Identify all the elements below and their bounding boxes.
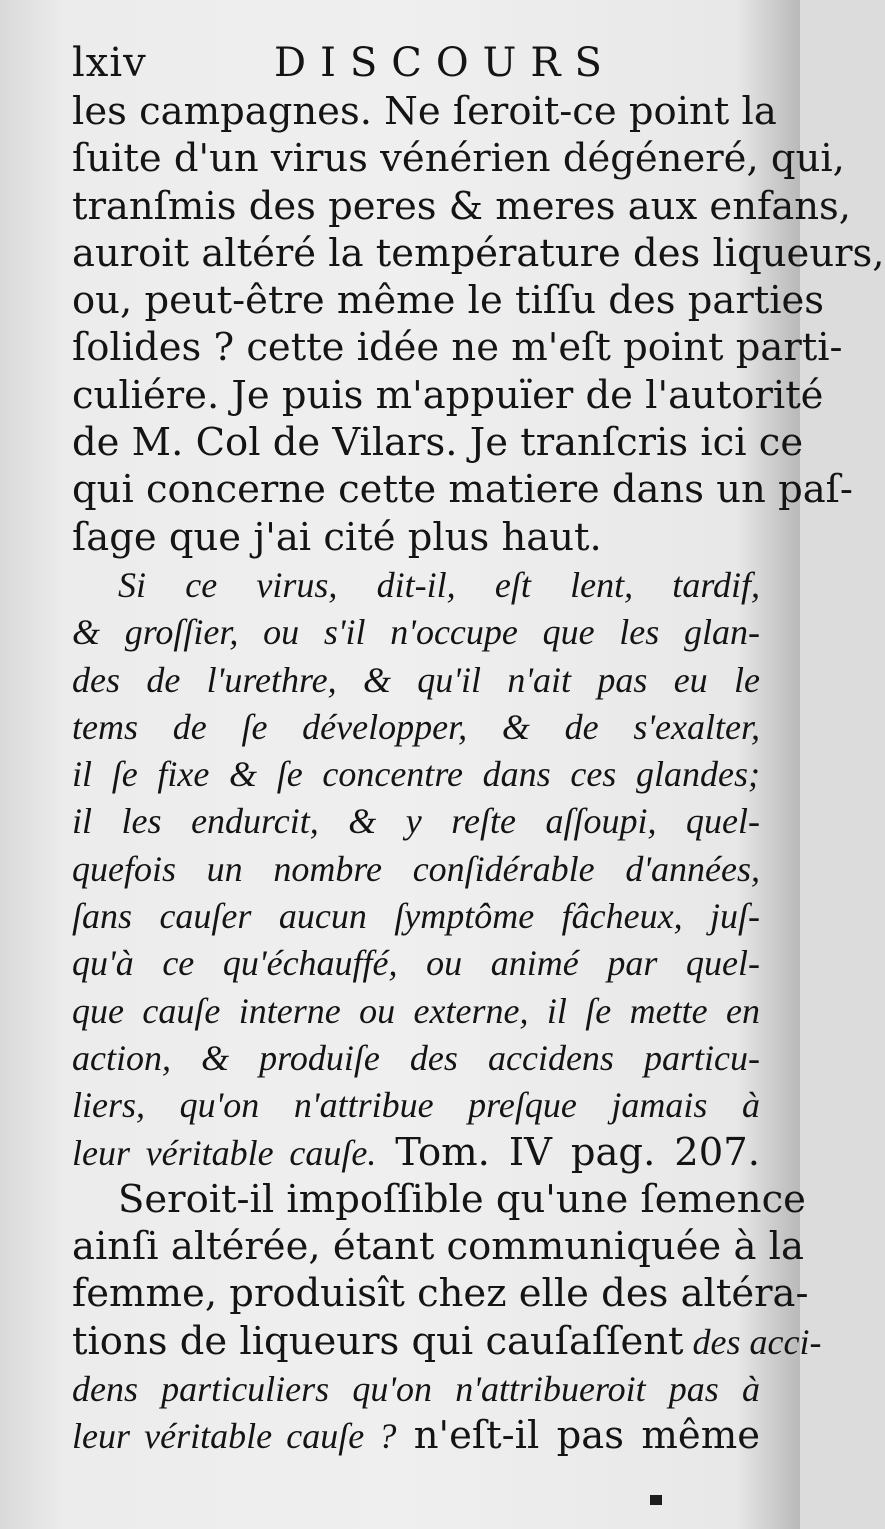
line-text: & groſſier, ou s'il n'occupe que les glan- xyxy=(72,612,760,653)
line-text: ainſi altérée, étant communiquée à la xyxy=(72,1224,804,1270)
text-line xyxy=(72,1223,804,1270)
line-text: de M. Col de Vilars. Je tranſcris ici ce xyxy=(72,420,804,466)
line-text: les campagnes. Ne ſeroit-ce point la xyxy=(72,89,777,134)
line-text: qui concerne cette matiere dans un paſ- xyxy=(72,467,853,513)
text-line xyxy=(72,656,760,703)
page-header xyxy=(72,38,760,88)
line-text: tions de liqueurs qui cauſaſſent xyxy=(72,1318,684,1364)
text-line xyxy=(72,797,760,844)
line-text: tems de ſe développer, & de s'exalter, xyxy=(72,706,760,747)
text-line xyxy=(72,1365,760,1412)
page-number: lxiv xyxy=(72,40,147,86)
text-line xyxy=(72,750,760,797)
line-text: dens particuliers qu'on n'attribueroit pas à xyxy=(72,1369,760,1410)
line-text: ou, peut-être même le tiſſu des parties xyxy=(72,278,825,324)
line-text: ſage que j'ai cité plus haut. xyxy=(72,514,602,560)
line-text: ſuite d'un virus vénérien dégéneré, qui, xyxy=(72,136,845,182)
text-line xyxy=(72,135,845,182)
line-tail: Tom. IV pag. 207. xyxy=(376,1129,760,1175)
line-text: il ſe fixe & ſe concentre dans ces glandes; xyxy=(72,754,760,795)
text-line xyxy=(72,419,804,466)
line-text: quefois un nombre conſidérable d'années, xyxy=(72,848,760,889)
text-line xyxy=(72,514,760,561)
line-tail: n'eſt-il pas même xyxy=(396,1413,760,1459)
text-line xyxy=(72,608,760,655)
line-text: qu'à ce qu'échauffé, ou animé par quel- xyxy=(72,943,760,984)
line-tail-italic: des acci- xyxy=(683,1321,822,1362)
line-text: liers, qu'on n'attribue preſque jamais à xyxy=(72,1085,760,1126)
text-line xyxy=(72,183,851,230)
text-line xyxy=(72,561,760,608)
line-text: des de l'urethre, & qu'il n'ait pas eu le xyxy=(72,659,760,700)
text-line xyxy=(72,1176,806,1223)
line-text: action, & produiſe des accidens particu- xyxy=(72,1037,760,1078)
line-text: leur véritable cauſe. xyxy=(72,1132,377,1173)
text-line xyxy=(72,939,760,986)
line-text: ſolides ? cette idée ne m'eſt point parti- xyxy=(72,325,843,371)
line-text: que cauſe interne ou externe, il ſe mette en xyxy=(72,990,760,1031)
text-line xyxy=(72,1318,822,1365)
text-line xyxy=(72,466,853,513)
line-text: Si ce virus, dit-il, eſt lent, tardif, xyxy=(118,564,760,605)
text-line xyxy=(72,277,825,324)
text-line xyxy=(72,703,760,750)
text-line xyxy=(72,1034,760,1081)
line-text: Seroit-il impoſſible qu'une ſemence xyxy=(118,1176,806,1222)
text-line xyxy=(72,1412,760,1459)
text-line xyxy=(72,1081,760,1128)
line-text: culiére. Je puis m'appuïer de l'autorité xyxy=(72,372,824,418)
running-head: DISCOURS xyxy=(274,40,616,86)
text-line xyxy=(72,987,760,1034)
line-text: tranſmis des peres & meres aux enfans, xyxy=(72,183,851,229)
text-line xyxy=(72,324,843,371)
line-text: il les endurcit, & y reſte aſſoupi, quel- xyxy=(72,801,760,842)
line-text: leur véritable cauſe ? xyxy=(72,1416,397,1457)
text-line xyxy=(72,1270,809,1317)
line-text: ſans cauſer aucun ſymptôme fâcheux, juſ- xyxy=(72,896,760,937)
text-line xyxy=(72,88,777,135)
ink-mark xyxy=(650,1495,662,1505)
line-text: femme, produisît chez elle des altéra- xyxy=(72,1271,809,1317)
text-line xyxy=(72,372,824,419)
text-line xyxy=(72,892,760,939)
text-line xyxy=(72,230,885,277)
text-line xyxy=(72,845,760,892)
text-line xyxy=(72,1129,760,1176)
line-text: auroit altéré la température des liqueurs, xyxy=(72,230,885,276)
body-text xyxy=(72,88,885,1460)
